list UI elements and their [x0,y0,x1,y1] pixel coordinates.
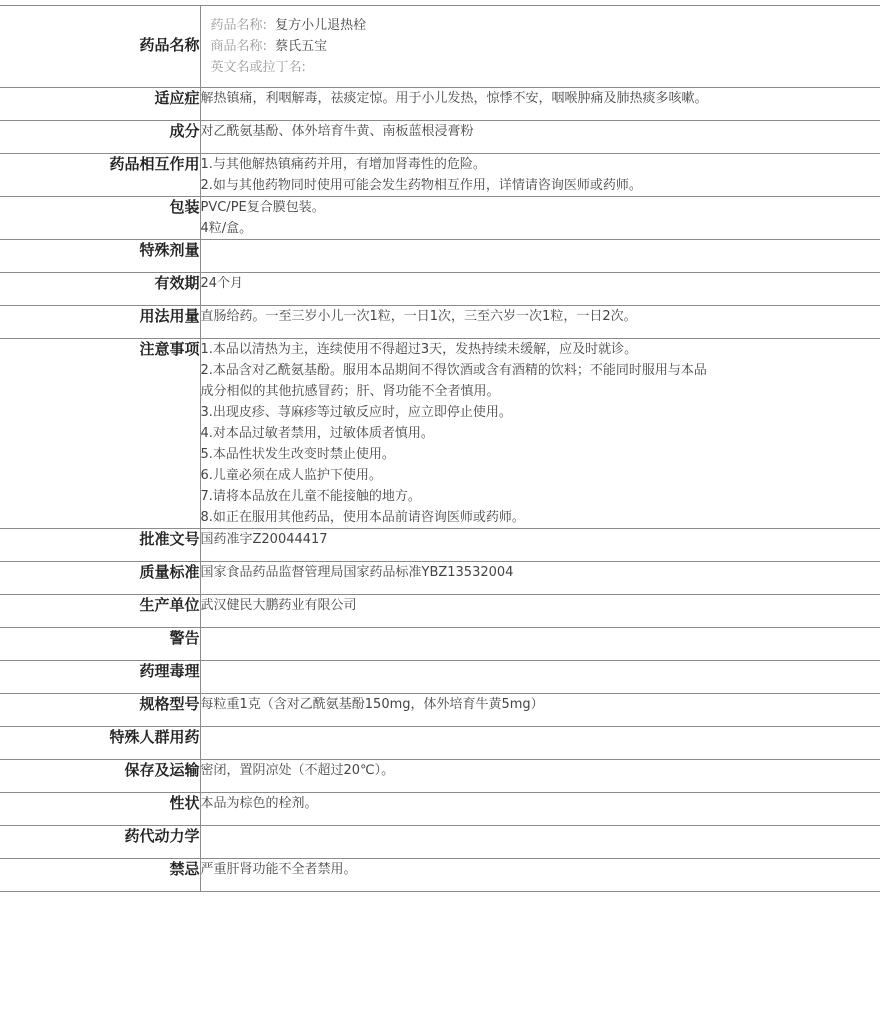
value-line: 6.儿童必须在成人监护下使用。 [201,465,880,486]
row-label: 规格型号 [0,694,200,727]
row-label: 性状 [0,793,200,826]
drug-name-row [0,6,880,88]
english-name-line [211,57,880,78]
row-value [200,859,880,892]
row-value [200,793,880,826]
row-label: 保存及运输 [0,760,200,793]
row-value [200,121,880,154]
row-label: 禁忌 [0,859,200,892]
value-line: 对乙酰氨基酚、体外培育牛黄、南板蓝根浸膏粉 [201,121,880,142]
value-line: 直肠给药。一至三岁小儿一次1粒，一日1次，三至六岁一次1粒，一日2次。 [201,306,880,327]
row-value [200,727,880,760]
row-label: 有效期 [0,273,200,306]
spec-row [0,595,880,628]
trade-name-key: 商品名称: [211,39,267,54]
value-line: 4.对本品过敏者禁用，过敏体质者慎用。 [201,423,880,444]
value-line: 8.如正在服用其他药品，使用本品前请咨询医师或药师。 [201,507,880,528]
spec-row [0,121,880,154]
row-label: 批准文号 [0,529,200,562]
row-value [200,240,880,273]
value-line: 7.请将本品放在儿童不能接触的地方。 [201,486,880,507]
drug-spec-table [0,5,880,892]
row-value [200,339,880,529]
row-label: 质量标准 [0,562,200,595]
value-line: PVC/PE复合膜包装。 [201,197,880,218]
row-label: 特殊剂量 [0,240,200,273]
row-value [200,197,880,240]
row-label: 药代动力学 [0,826,200,859]
row-value [200,826,880,859]
row-label: 成分 [0,121,200,154]
spec-row [0,529,880,562]
spec-row [0,727,880,760]
row-label: 药品名称 [0,6,200,88]
trade-name-value: 蔡氏五宝 [275,39,327,54]
value-line: 密闭，置阴凉处（不超过20℃）。 [201,760,880,781]
row-value [200,661,880,694]
value-line: 24个月 [201,273,880,294]
row-label: 药品相互作用 [0,154,200,197]
spec-row [0,859,880,892]
row-value [200,595,880,628]
spec-row [0,273,880,306]
spec-row [0,339,880,529]
value-line: 4粒/盒。 [201,218,880,239]
value-line: 5.本品性状发生改变时禁止使用。 [201,444,880,465]
value-line: 国药准字Z20044417 [201,529,880,550]
row-value [200,154,880,197]
row-value [200,694,880,727]
value-line: 每粒重1克（含对乙酰氨基酚150mg，体外培育牛黄5mg） [201,694,880,715]
row-value [200,760,880,793]
value-line: 3.出现皮疹、荨麻疹等过敏反应时，应立即停止使用。 [201,402,880,423]
spec-row [0,826,880,859]
row-label: 包装 [0,197,200,240]
spec-row [0,88,880,121]
value-line: 武汉健民大鹏药业有限公司 [201,595,880,616]
spec-row [0,240,880,273]
spec-row [0,694,880,727]
spec-row [0,154,880,197]
row-label: 药理毒理 [0,661,200,694]
row-value [200,273,880,306]
spec-table-body [0,6,880,892]
spec-row [0,760,880,793]
spec-row [0,661,880,694]
row-label: 生产单位 [0,595,200,628]
english-name-key: 英文名或拉丁名: [211,60,306,75]
row-label: 适应症 [0,88,200,121]
row-value [200,628,880,661]
row-value [200,306,880,339]
value-line: 1.与其他解热镇痛药并用，有增加肾毒性的危险。 [201,154,880,175]
spec-row [0,562,880,595]
generic-name-line [211,15,880,36]
row-label: 注意事项 [0,339,200,529]
value-line: 国家食品药品监督管理局国家药品标准YBZ13532004 [201,562,880,583]
generic-name-value: 复方小儿退热栓 [275,18,366,33]
value-line: 解热镇痛，利咽解毒，祛痰定惊。用于小儿发热，惊悸不安，咽喉肿痛及肺热痰多咳嗽。 [201,88,880,109]
spec-row [0,197,880,240]
row-value [200,562,880,595]
row-label: 警告 [0,628,200,661]
generic-name-key: 药品名称: [211,18,267,33]
spec-row [0,793,880,826]
value-line: 2.本品含对乙酰氨基酚。服用本品期间不得饮酒或含有酒精的饮料；不能同时服用与本品 [201,360,880,381]
value-line: 严重肝肾功能不全者禁用。 [201,859,880,880]
row-value [200,529,880,562]
drug-name-cell [200,6,880,88]
spec-row [0,628,880,661]
spec-row [0,306,880,339]
row-value [200,88,880,121]
value-line: 2.如与其他药物同时使用可能会发生药物相互作用，详情请咨询医师或药师。 [201,175,880,196]
value-line: 1.本品以清热为主，连续使用不得超过3天，发热持续未缓解，应及时就诊。 [201,339,880,360]
trade-name-line [211,36,880,57]
value-line: 成分相似的其他抗感冒药；肝、肾功能不全者慎用。 [201,381,880,402]
row-label: 用法用量 [0,306,200,339]
row-label: 特殊人群用药 [0,727,200,760]
value-line: 本品为棕色的栓剂。 [201,793,880,814]
